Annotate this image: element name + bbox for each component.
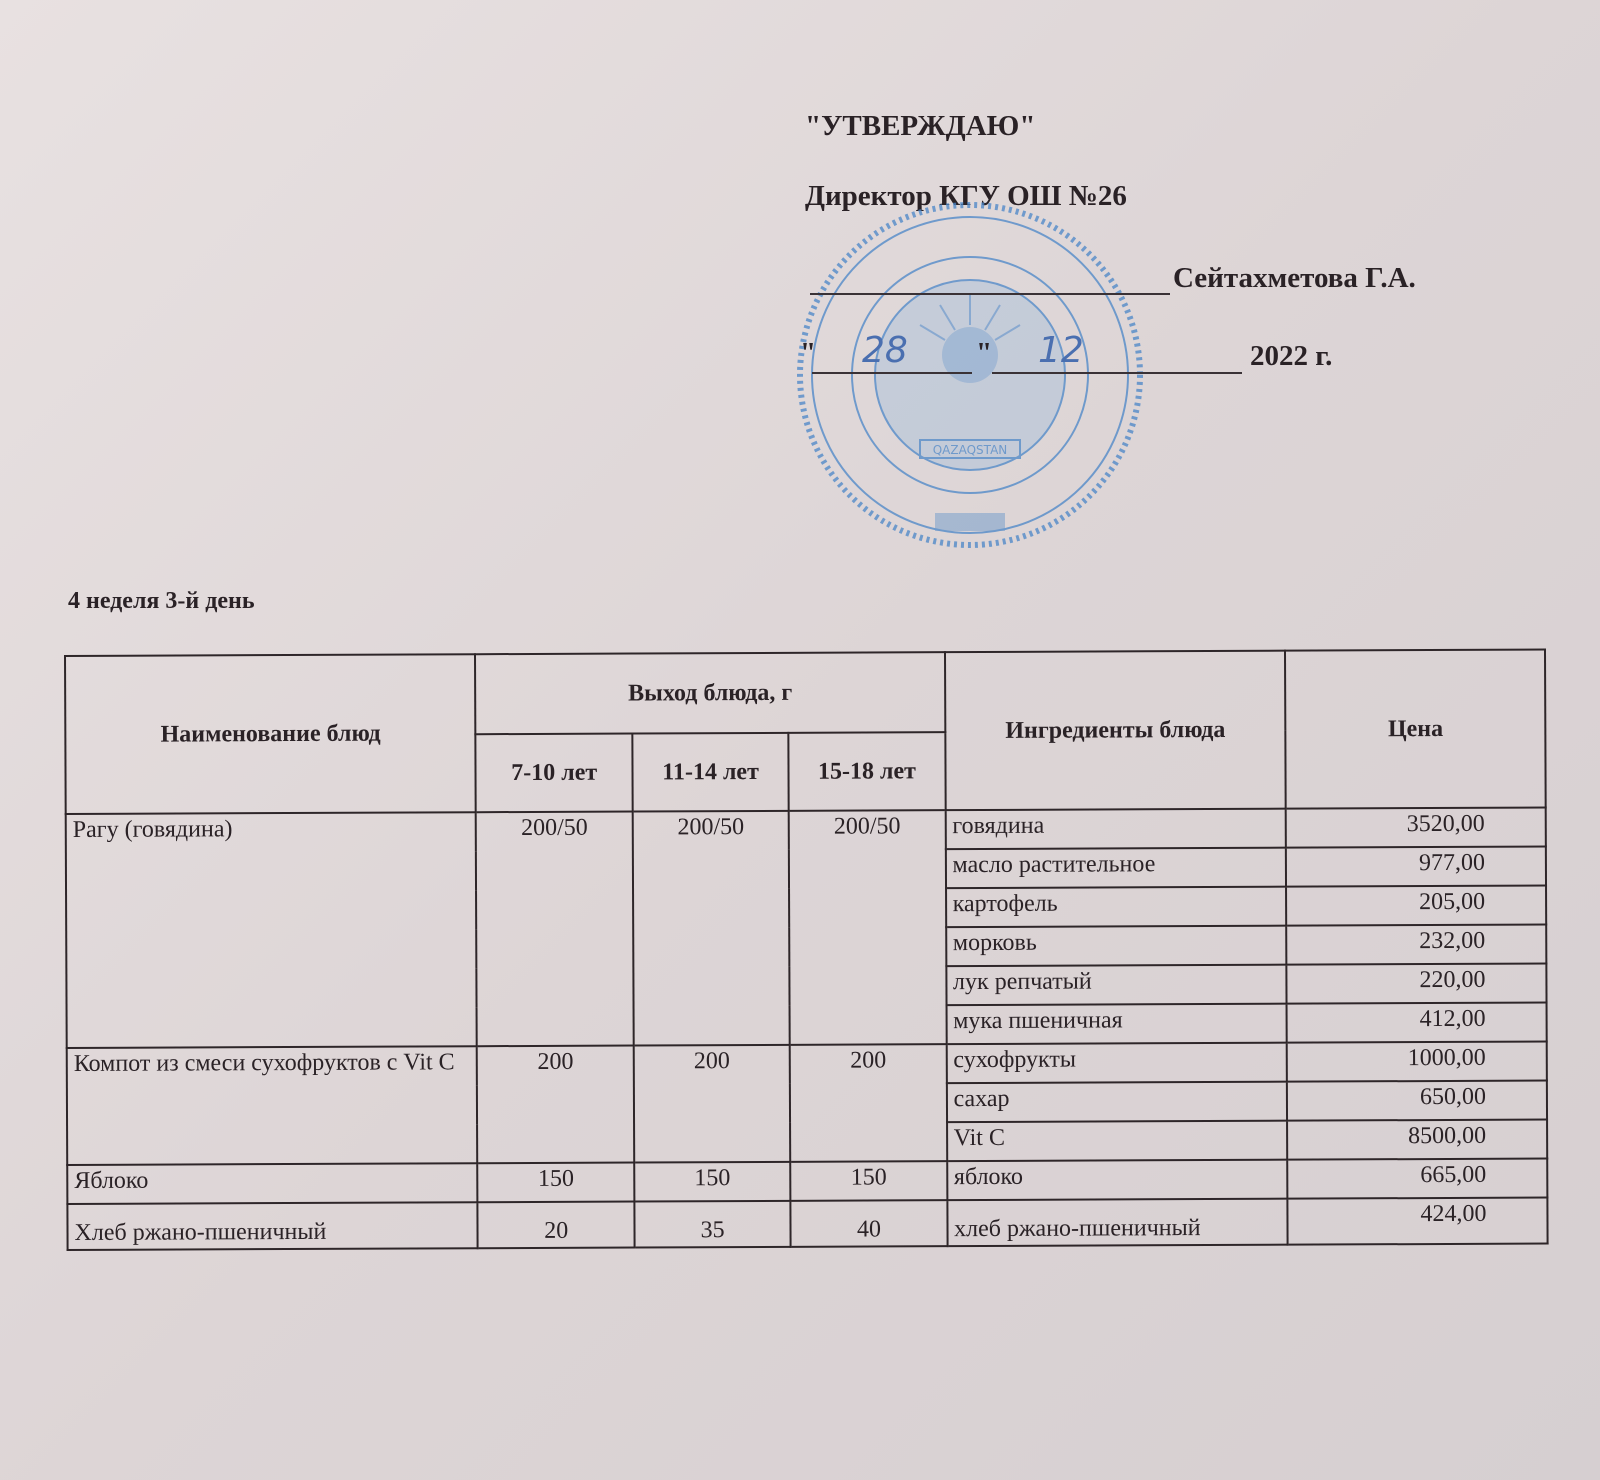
ingredient-name: лук репчатый (946, 965, 1287, 1005)
dish-yield-15-18: 40 (791, 1200, 948, 1247)
table-row (67, 1198, 1547, 1250)
dish-name: Рагу (говядина) (66, 812, 477, 1048)
ingredient-name: масло растительное (945, 848, 1286, 888)
ingredient-name: яблоко (947, 1160, 1288, 1200)
dish-name: Яблоко (67, 1163, 478, 1204)
ingredient-name: сахар (946, 1082, 1287, 1122)
menu-day-title: 4 неделя 3-й день (68, 588, 255, 614)
ingredient-price: 8500,00 (1287, 1120, 1547, 1160)
header-age-7-10: 7-10 лет (476, 734, 633, 813)
ingredient-name: мука пшеничная (946, 1004, 1287, 1044)
ingredient-name: морковь (946, 926, 1287, 966)
date-month-line (992, 372, 1242, 374)
date-day: 28 (862, 330, 908, 371)
dish-yield-15-18: 200 (790, 1044, 947, 1162)
ingredient-name: картофель (946, 887, 1287, 927)
signatory-name: Сейтахметова Г.А. (1173, 262, 1416, 294)
header-dish-name: Наименование блюд (65, 654, 476, 814)
ingredient-price: 220,00 (1287, 964, 1547, 1004)
dish-yield-11-14: 35 (634, 1201, 791, 1248)
ingredient-price: 205,00 (1286, 886, 1546, 926)
dish-yield-7-10: 200/50 (476, 812, 633, 1047)
ingredient-price: 232,00 (1287, 925, 1547, 965)
ingredient-price: 3520,00 (1286, 808, 1546, 848)
dish-yield-11-14: 200/50 (633, 811, 790, 1046)
date-month: 12 (1038, 330, 1084, 371)
ingredient-price: 424,00 (1288, 1198, 1548, 1245)
dish-yield-7-10: 200 (477, 1046, 634, 1164)
approval-position: Директор КГУ ОШ №26 (805, 180, 1127, 212)
ingredient-price: 1000,00 (1287, 1042, 1547, 1082)
date-year: 2022 г. (1250, 340, 1333, 372)
date-quote-open: " (800, 337, 817, 369)
dish-yield-11-14: 150 (634, 1162, 791, 1202)
ingredient-price: 977,00 (1286, 847, 1546, 887)
dish-yield-11-14: 200 (634, 1045, 791, 1163)
ingredient-price: 650,00 (1287, 1081, 1547, 1121)
date-day-line (812, 372, 972, 374)
table-row (67, 1159, 1547, 1204)
dish-yield-7-10: 150 (478, 1163, 635, 1203)
ingredient-price: 412,00 (1287, 1003, 1547, 1043)
date-quote-close: " (976, 337, 993, 369)
dish-yield-15-18: 150 (790, 1161, 947, 1201)
header-age-11-14: 11-14 лет (632, 733, 789, 812)
ingredient-name: сухофрукты (946, 1043, 1287, 1083)
header-ingredients: Ингредиенты блюда (945, 651, 1286, 810)
signature-line (810, 293, 1170, 295)
ingredient-name: хлеб ржано-пшеничный (947, 1199, 1288, 1246)
dish-name: Компот из смеси сухофруктов с Vit C (67, 1046, 478, 1165)
dish-yield-7-10: 20 (478, 1202, 635, 1249)
svg-text:QAZAQSTAN: QAZAQSTAN (932, 443, 1008, 457)
header-price: Цена (1285, 650, 1545, 809)
menu-table (64, 649, 1549, 1251)
table-row (67, 1042, 1547, 1087)
dish-name: Хлеб ржано-пшеничный (67, 1202, 478, 1250)
dish-yield-15-18: 200/50 (789, 810, 946, 1045)
approval-title: "УТВЕРЖДАЮ" (805, 110, 1036, 142)
ingredient-name: Vit C (947, 1121, 1288, 1161)
header-age-15-18: 15-18 лет (789, 732, 946, 811)
ingredient-price: 665,00 (1288, 1159, 1548, 1199)
table-row (66, 808, 1546, 853)
ingredient-name: говядина (945, 809, 1286, 849)
header-yield: Выход блюда, г (475, 652, 944, 734)
official-seal-icon (790, 195, 1150, 555)
